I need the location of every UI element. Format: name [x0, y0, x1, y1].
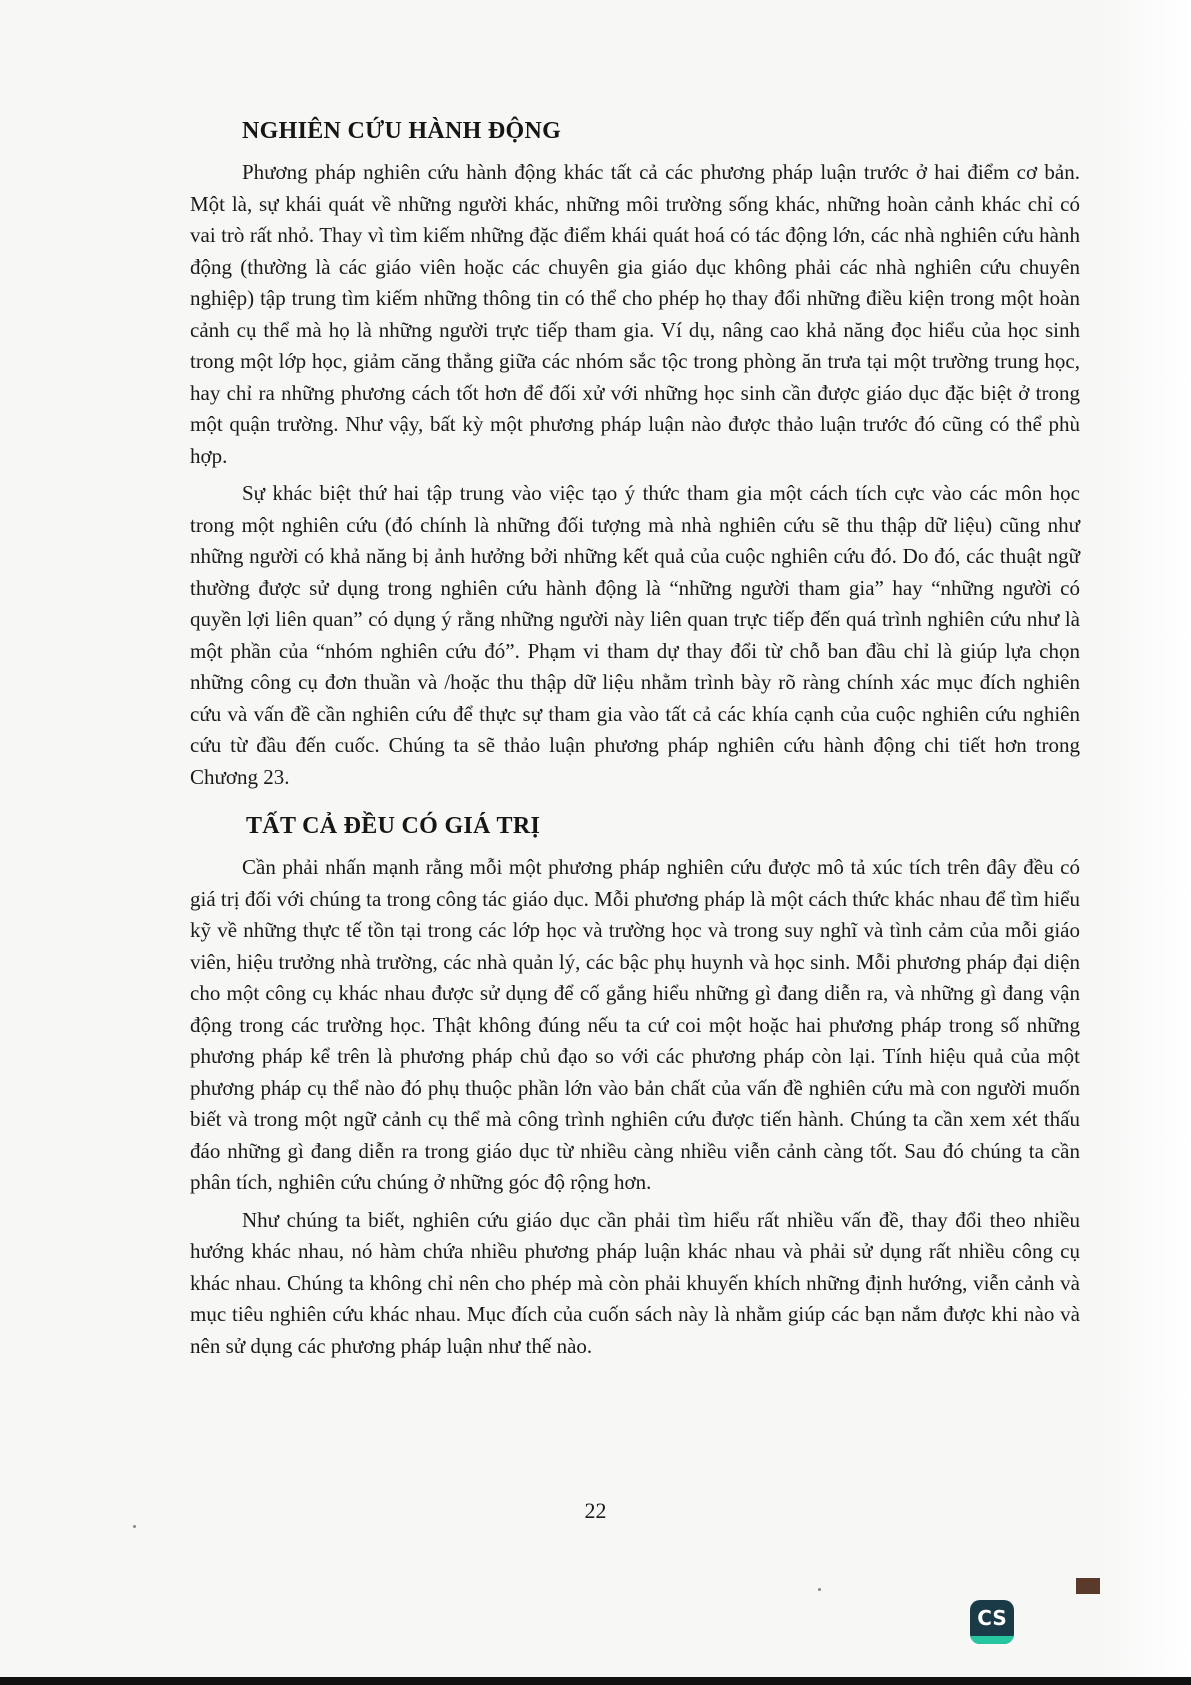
- section-heading-all-valuable: TẤT CẢ ĐỀU CÓ GIÁ TRỊ: [246, 813, 541, 839]
- scan-corner-mark: [1076, 1578, 1100, 1594]
- paragraph-action-research-2: Sự khác biệt thứ hai tập trung vào việc tạo ý thức tham gia một cách tích cực vào các môn học trong một nghiên cứu (đó chính là những đối tượng mà nhà nghiên cứu sẽ thu thập dữ liệu) cũng như những người có khả năng bị ảnh hưởng bởi những kết quả của cuộc nghiên cứu đó. Do đó, các thuật ngữ thường được sử dụng trong nghiên cứu hành động là “những người tham gia” hay “những người có quyền lợi liên quan” có dụng ý rằng những người này liên quan trực tiếp đến quá trình nghiên cứu như là một phần của “nhóm nghiên cứu đó”. Phạm vi tham dự thay đổi từ chỗ ban đầu chỉ là giúp lựa chọn những công cụ đơn thuần và /hoặc thu thập dữ liệu nhằm trình bày rõ ràng chính xác mục đích nghiên cứu và vấn đề cần nghiên cứu để thực sự tham gia vào tất cả các khía cạnh của cuộc nghiên cứu nghiên cứu từ đầu đến cuốc. Chúng ta sẽ thảo luận phương pháp nghiên cứu hành động chi tiết hơn trong Chương 23.: [190, 481, 1080, 789]
- cs-logo-text: CS: [977, 1606, 1007, 1630]
- paragraph-all-valuable-1: Cần phải nhấn mạnh rằng mỗi một phương pháp nghiên cứu được mô tả xúc tích trên đây đều có giá trị đối với chúng ta trong công tác giáo dục. Mỗi phương pháp là một cách thức khác nhau để tìm hiểu kỹ về những thực tế tồn tại trong các lớp học và trường học và trong suy nghĩ và tình cảm của mỗi giáo viên, hiệu trưởng nhà trường, các nhà quản lý, các bậc phụ huynh và học sinh. Mỗi phương pháp đại diện cho một công cụ khác nhau được sử dụng để cố gắng hiểu những gì đang diễn ra, và những gì đang vận động trong các trường học. Thật không đúng nếu ta cứ coi một hoặc hai phương pháp trong số những phương pháp kể trên là phương pháp chủ đạo so với các phương pháp còn lại. Tính hiệu quả của một phương pháp cụ thể nào đó phụ thuộc phần lớn vào bản chất của vấn đề nghiên cứu mà con người muốn biết và trong một ngữ cảnh cụ thể mà công trình nghiên cứu được tiến hành. Chúng ta cần xem xét thấu đáo những gì đang diễn ra trong giáo dục từ nhiều càng nhiều viễn cảnh càng tốt. Sau đó chúng ta cần phân tích, nghiên cứu chúng ở những góc độ rộng hơn.: [190, 855, 1080, 1194]
- scan-speck: [818, 1588, 821, 1591]
- paragraph-all-valuable-2: Như chúng ta biết, nghiên cứu giáo dục cần phải tìm hiểu rất nhiều vấn đề, thay đổi theo nhiều hướng khác nhau, nó hàm chứa nhiều phương pháp luận khác nhau và phải sử dụng rất nhiều công cụ khác nhau. Chúng ta không chỉ nên cho phép mà còn phải khuyến khích những định hướng, viễn cảnh và mục tiêu nghiên cứu khác nhau. Mục đích của cuốn sách này là nhằm giúp các bạn nắm được khi nào và nên sử dụng các phương pháp luận như thế nào.: [190, 1207, 1080, 1358]
- bottom-scan-edge: [0, 1677, 1191, 1685]
- page-content: [190, 118, 1080, 1368]
- page-number: 22: [584, 1498, 607, 1523]
- section-heading-action-research: NGHIÊN CỨU HÀNH ĐỘNG: [242, 118, 562, 144]
- scan-speck: [133, 1525, 136, 1528]
- page-edge-shadow: [1101, 0, 1191, 1685]
- cs-logo-icon: [970, 1600, 1014, 1644]
- cs-logo-band: [970, 1636, 1014, 1644]
- paragraph-action-research-1: Phương pháp nghiên cứu hành động khác tất cả các phương pháp luận trước ở hai điểm cơ bản. Một là, sự khái quát về những người khác, những môi trường sống khác, những hoàn cảnh khác chỉ có vai trò rất nhỏ. Thay vì tìm kiếm những đặc điểm khái quát hoá có tác động lớn, các nhà nghiên cứu hành động (thường là các giáo viên hoặc các chuyên gia giáo dục không phải các nhà nghiên cứu chuyên nghiệp) tập trung tìm kiếm những thông tin có thể cho phép họ thay đổi những điều kiện trong một hoàn cảnh cụ thể mà họ là những người trực tiếp tham gia. Ví dụ, nâng cao khả năng đọc hiểu của học sinh trong một lớp học, giảm căng thẳng giữa các nhóm sắc tộc trong phòng ăn trưa tại một trường trung học, hay chỉ ra những phương cách tốt hơn để đối xử với những học sinh cần được giáo dục đặc biệt ở trong một quận trường. Như vậy, bất kỳ một phương pháp luận nào được thảo luận trước đó cũng có thể phù hợp.: [190, 160, 1080, 468]
